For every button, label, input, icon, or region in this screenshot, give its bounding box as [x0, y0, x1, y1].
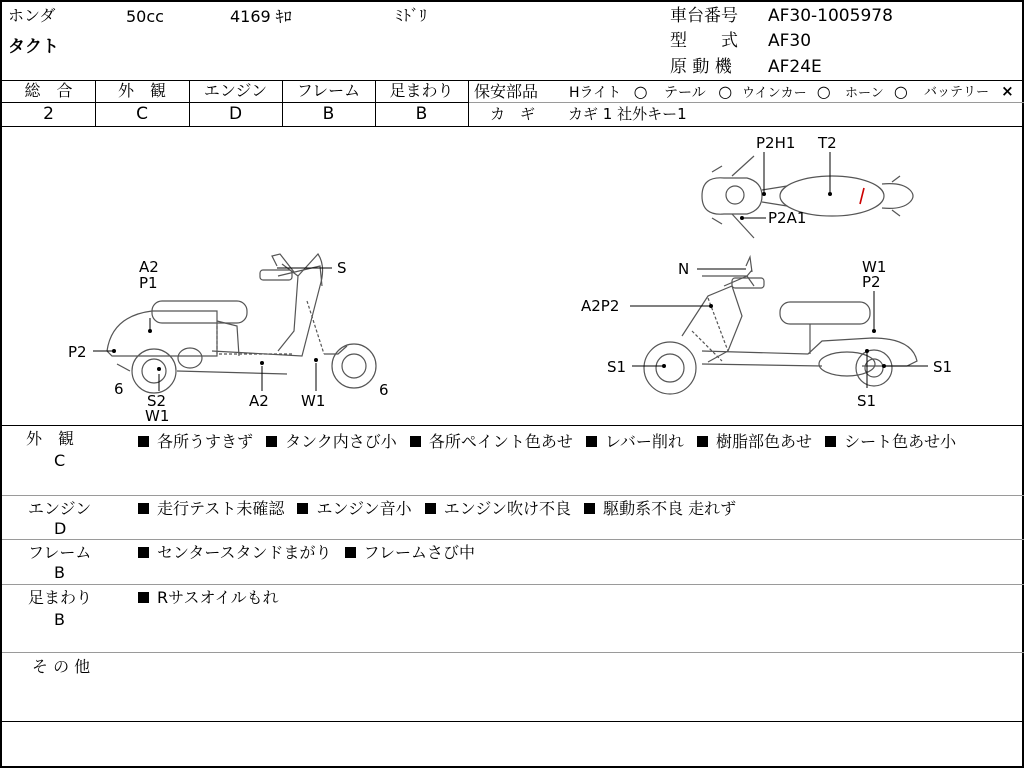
- divider: [468, 102, 1024, 103]
- divider: [2, 495, 1024, 496]
- grade-value-engine: D: [228, 104, 243, 124]
- left-label-w1-bottom: W1: [145, 407, 170, 425]
- grade-value-frame: B: [322, 104, 335, 124]
- divider: [468, 80, 469, 126]
- left-label-s: S: [337, 259, 347, 277]
- safety-item-horn: ホーン ○: [845, 82, 908, 101]
- safety-item-headlight: Hライト ○: [569, 82, 648, 101]
- divider: [2, 102, 468, 103]
- left-label-p1: P1: [139, 274, 158, 292]
- grade-value-overall: 2: [43, 104, 54, 124]
- note-grade-suspension: B: [54, 610, 65, 629]
- right-label-a2p2: A2P2: [581, 297, 620, 315]
- model-name: タクト: [8, 37, 59, 57]
- left-points: [112, 329, 318, 371]
- safety-item-tail: テール ○: [664, 82, 733, 101]
- type-value: AF30: [768, 31, 812, 51]
- right-label-s1-left: S1: [607, 358, 627, 376]
- grade-label-frame: フレーム: [296, 81, 361, 100]
- type-label: 型 式: [670, 31, 738, 51]
- right-points: [662, 304, 886, 368]
- chassis-label: 車台番号: [670, 6, 738, 26]
- key-value: カギ 1 社外キー1: [568, 105, 687, 123]
- note-grade-exterior: C: [54, 451, 66, 470]
- note-label-exterior: 外 観: [26, 429, 75, 448]
- damage-diagram: [2, 126, 1022, 426]
- left-label-a2: A2: [139, 258, 159, 276]
- safety-item-battery: バッテリー ×: [924, 82, 1014, 100]
- safety-title: 保安部品: [474, 82, 539, 101]
- safety-item-winker: ウインカー ○: [742, 82, 831, 101]
- top-label-p2a1: P2A1: [768, 209, 807, 227]
- note-label-frame: フレーム: [28, 543, 92, 562]
- top-label-p2h1: P2H1: [756, 134, 796, 152]
- right-label-p2: P2: [862, 273, 881, 291]
- divider: [2, 721, 1024, 722]
- note-grade-engine: D: [54, 519, 67, 538]
- note-label-suspension: 足まわり: [28, 588, 93, 607]
- note-items-suspension: Rサスオイルもれ: [138, 590, 287, 606]
- left-label-w1-right: W1: [301, 392, 326, 410]
- grade-label-overall: 総 合: [24, 81, 73, 100]
- divider: [2, 652, 1024, 653]
- left-label-a2-bottom: A2: [249, 392, 269, 410]
- left-label-s2: S2: [147, 392, 167, 410]
- mileage: 4169 ｷﾛ: [230, 7, 292, 26]
- key-label: カ ギ: [490, 105, 536, 123]
- maker: ホンダ: [8, 6, 56, 25]
- grade-value-exterior: C: [136, 104, 148, 124]
- note-items-frame: センタースタンドまがり フレームさび中: [138, 545, 483, 561]
- grade-label-exterior: 外 観: [117, 81, 166, 100]
- left-label-p2: P2: [68, 343, 87, 361]
- right-label-s1-bottom: S1: [857, 392, 877, 410]
- engine-label: 原 動 機: [670, 57, 732, 77]
- grade-value-suspension: B: [415, 104, 428, 124]
- right-label-w1: W1: [862, 258, 887, 276]
- chassis-value: AF30-1005978: [768, 6, 893, 26]
- top-label-t2: T2: [818, 134, 837, 152]
- note-items-exterior: 各所うすきず タンク内さび小 各所ペイント色あせ レバー削れ 樹脂部色あせ シート色あせ小: [138, 431, 1020, 453]
- top-red-mark: [860, 188, 864, 204]
- divider: [2, 425, 1024, 426]
- note-grade-frame: B: [54, 563, 65, 582]
- grade-label-engine: エンジン: [203, 81, 268, 100]
- scooter-top-sketch: [702, 156, 913, 238]
- divider: [2, 539, 1024, 540]
- left-label-6: 6: [114, 380, 124, 398]
- note-label-other: そ の 他: [32, 657, 91, 676]
- grade-label-suspension: 足まわり: [389, 81, 454, 100]
- displacement: 50cc: [126, 7, 164, 26]
- color: ﾐﾄﾞﾘ: [395, 6, 428, 25]
- note-label-engine: エンジン: [28, 499, 92, 518]
- right-label-n: N: [678, 260, 690, 278]
- left-label-6-right: 6: [379, 381, 389, 399]
- note-items-engine: 走行テスト未確認 エンジン音小 エンジン吹け不良 駆動系不良 走れず: [138, 501, 744, 517]
- right-label-s1-right: S1: [933, 358, 953, 376]
- divider: [2, 584, 1024, 585]
- engine-value: AF24E: [768, 57, 822, 77]
